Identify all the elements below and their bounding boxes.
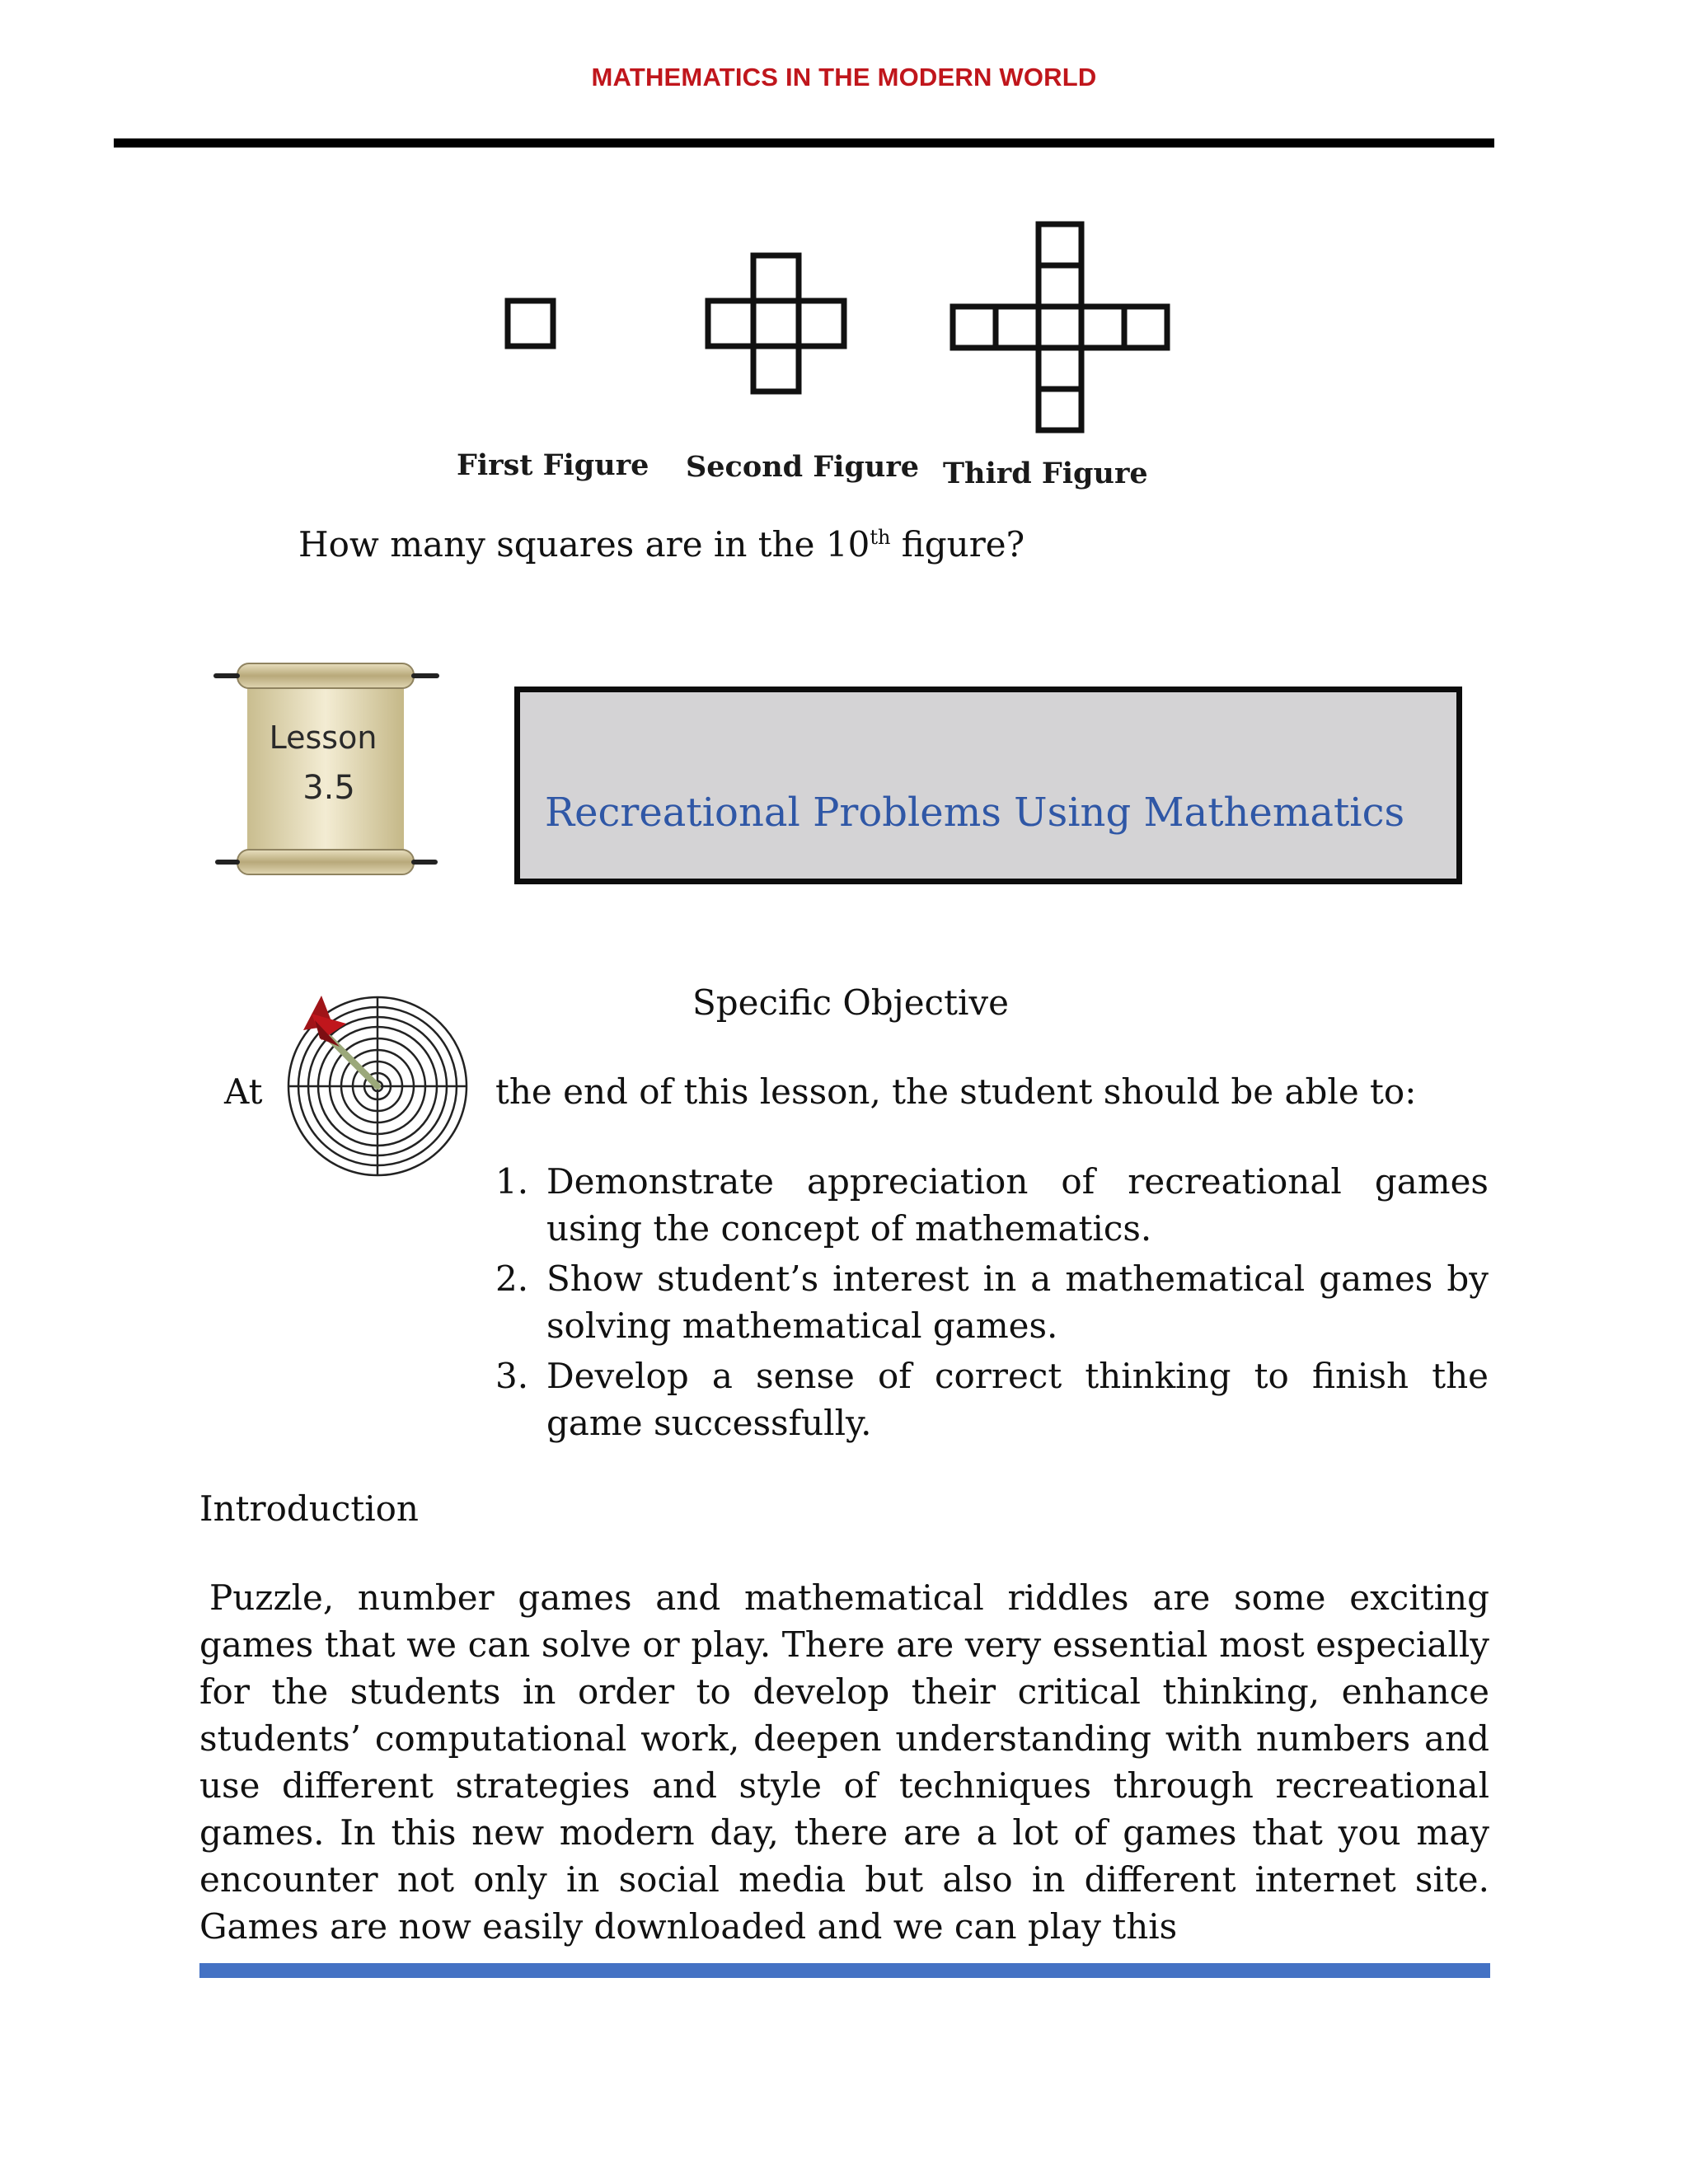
objective-text: Demonstrate appreciation of recreational games using the concept of mathematics.: [546, 1161, 1489, 1249]
square-pattern-drawing: [437, 213, 1179, 468]
objective-item: [495, 1255, 1489, 1349]
introduction-paragraph: Puzzle, number games and mathematical riddles are some exciting games that we can solve or play. There are very essential most especially for the students in order to develop their critical thinking, enhance students’ computational work, deepen understanding with numbers and use different strategies and style of techniques through recreational games. In this new modern day, there are a lot of games that you may encounter not only in social media but also in different internet site. Games are now easily downloaded and we can play this: [199, 1577, 1489, 1947]
dartboard-target-icon: [279, 987, 476, 1185]
objective-heading: Specific Objective: [692, 982, 1009, 1023]
lesson-scroll-badge: [208, 654, 447, 896]
footer-divider: [199, 1963, 1490, 1978]
second-figure-label: Second Figure: [686, 450, 920, 484]
first-figure-label: First Figure: [457, 448, 649, 482]
lesson-title-box: [514, 687, 1462, 884]
scroll-icon: [208, 654, 447, 893]
target-icon-wrap: [279, 987, 476, 1188]
first-figure-square: [508, 301, 553, 346]
second-figure-squares: [708, 255, 844, 391]
objective-text: Develop a sense of correct thinking to finish the game successfully.: [546, 1356, 1489, 1443]
question-superscript: th: [870, 526, 891, 549]
scroll-lesson-number: 3.5: [302, 769, 355, 807]
lesson-title: Recreational Problems Using Mathematics: [545, 790, 1405, 836]
objective-lead-at: At: [224, 1071, 263, 1112]
objective-text: Show student’s interest in a mathematical games by solving mathematical games.: [546, 1258, 1489, 1346]
objective-number: 3.: [495, 1356, 529, 1396]
third-figure-label: Third Figure: [943, 457, 1148, 490]
page-header-title: MATHEMATICS IN THE MODERN WORLD: [591, 63, 1097, 91]
figure-question: [298, 524, 1025, 565]
question-suffix: figure?: [890, 524, 1025, 565]
scroll-lesson-word: Lesson: [269, 719, 377, 756]
objective-number: 2.: [495, 1258, 529, 1299]
header-divider: [114, 138, 1494, 148]
objective-item: [495, 1352, 1489, 1446]
introduction-heading: Introduction: [199, 1488, 419, 1529]
objective-number: 1.: [495, 1161, 529, 1202]
question-prefix: How many squares are in the 10: [298, 524, 870, 565]
objective-list: [495, 1158, 1489, 1450]
objective-item: [495, 1158, 1489, 1252]
objective-lead-text: the end of this lesson, the student should be able to:: [495, 1071, 1417, 1112]
third-figure-squares: [953, 224, 1167, 430]
